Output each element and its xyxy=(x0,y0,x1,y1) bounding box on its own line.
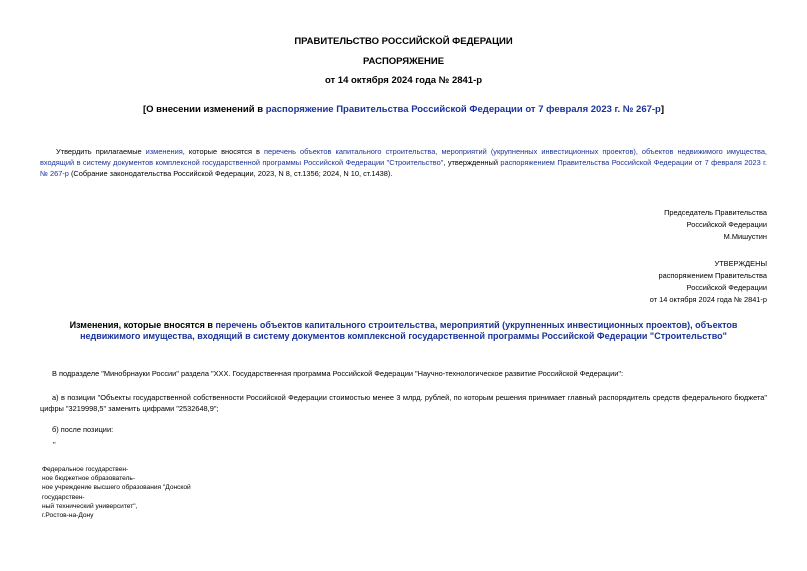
title-link-decree-267[interactable]: распоряжение Правительства Российской Федерации от 7 февраля 2023 г. № 267-р xyxy=(265,104,661,115)
link-list-of-objects[interactable]: перечень объектов капитального строительства, мероприятий (укрупненных инвестиционных проектов), объектов недвижимого имущества, входящий в систему документов комплексной государственной программы Российской Федерации "Строительство" xyxy=(40,147,767,167)
table-cell-organization xyxy=(42,465,202,520)
body-paragraph-3: б) после позиции: xyxy=(52,425,114,434)
signature-name: М.Мишустин xyxy=(723,232,767,241)
title-prefix: [О внесении изменений в xyxy=(142,104,266,115)
approved-label: УТВЕРЖДЕНЫ xyxy=(714,259,767,268)
approved-country: Российской Федерации xyxy=(686,283,767,292)
intro-text-1: Утвердить прилагаемые xyxy=(56,147,146,156)
table-cell-line: государствен- xyxy=(42,493,85,501)
intro-paragraph xyxy=(40,146,767,179)
title-suffix: ] xyxy=(660,104,665,115)
changes-title xyxy=(40,320,767,342)
doc-type-heading: РАСПОРЯЖЕНИЕ xyxy=(362,56,445,67)
approved-by: распоряжением Правительства xyxy=(658,271,767,280)
link-changes[interactable]: изменения xyxy=(145,147,183,156)
quote-mark: " xyxy=(53,440,56,449)
signature-country: Российской Федерации xyxy=(686,220,767,229)
approved-block xyxy=(650,258,767,306)
link-decree-267[interactable]: распоряжением Правительства Российской Федерации от 7 февраля 2023 г. № 267-р xyxy=(40,158,767,178)
body-paragraph-2: а) в позиции "Объекты государственной собственности Российской Федерации стоимостью менее 3 млрд. рублей, по которым решения принимает главный распорядитель средств федерального бюджета" цифры "3219998,5" заменить цифрами "2532648,9"; xyxy=(40,393,767,413)
body-paragraph-1: В подразделе "Минобрнауки России" раздела "XXX. Государственная программа Российской Федерации "Научно-технологическое развитие Российской Федерации": xyxy=(52,369,624,378)
intro-text-4: (Собрание законодательства Российской Федерации, 2023, N 8, ст.1356; 2024, N 10, ст.1438). xyxy=(68,169,393,178)
table-cell-line: г.Ростов-на-Дону xyxy=(42,512,94,520)
document-title xyxy=(0,104,807,115)
government-heading: ПРАВИТЕЛЬСТВО РОССИЙСКОЙ ФЕДЕРАЦИИ xyxy=(294,36,513,47)
intro-text-2: , которые вносятся в xyxy=(182,147,264,156)
signature-position: Председатель Правительства xyxy=(664,208,767,217)
intro-text-3: , утвержденный xyxy=(443,158,501,167)
changes-title-link[interactable]: перечень объектов капитального строительства, мероприятий (укрупненных инвестиционных проектов), объектов недвижимого имущества, входящий в систему документов комплексной государственной программы Российской Федерации "Строительство" xyxy=(80,320,738,341)
approved-date: от 14 октября 2024 года № 2841-р xyxy=(649,295,767,304)
date-number-heading: от 14 октября 2024 года № 2841-р xyxy=(324,75,483,86)
table-cell-line: ное учреждение высшего образования "Донской xyxy=(42,484,191,492)
table-cell-line: ное бюджетное образователь- xyxy=(42,475,136,483)
changes-title-prefix: Изменения, которые вносятся в xyxy=(69,320,216,330)
table-cell-line: ный технический университет", xyxy=(42,502,138,510)
signature-block xyxy=(664,207,767,243)
table-cell-line: Федеральное государствен- xyxy=(42,466,129,473)
